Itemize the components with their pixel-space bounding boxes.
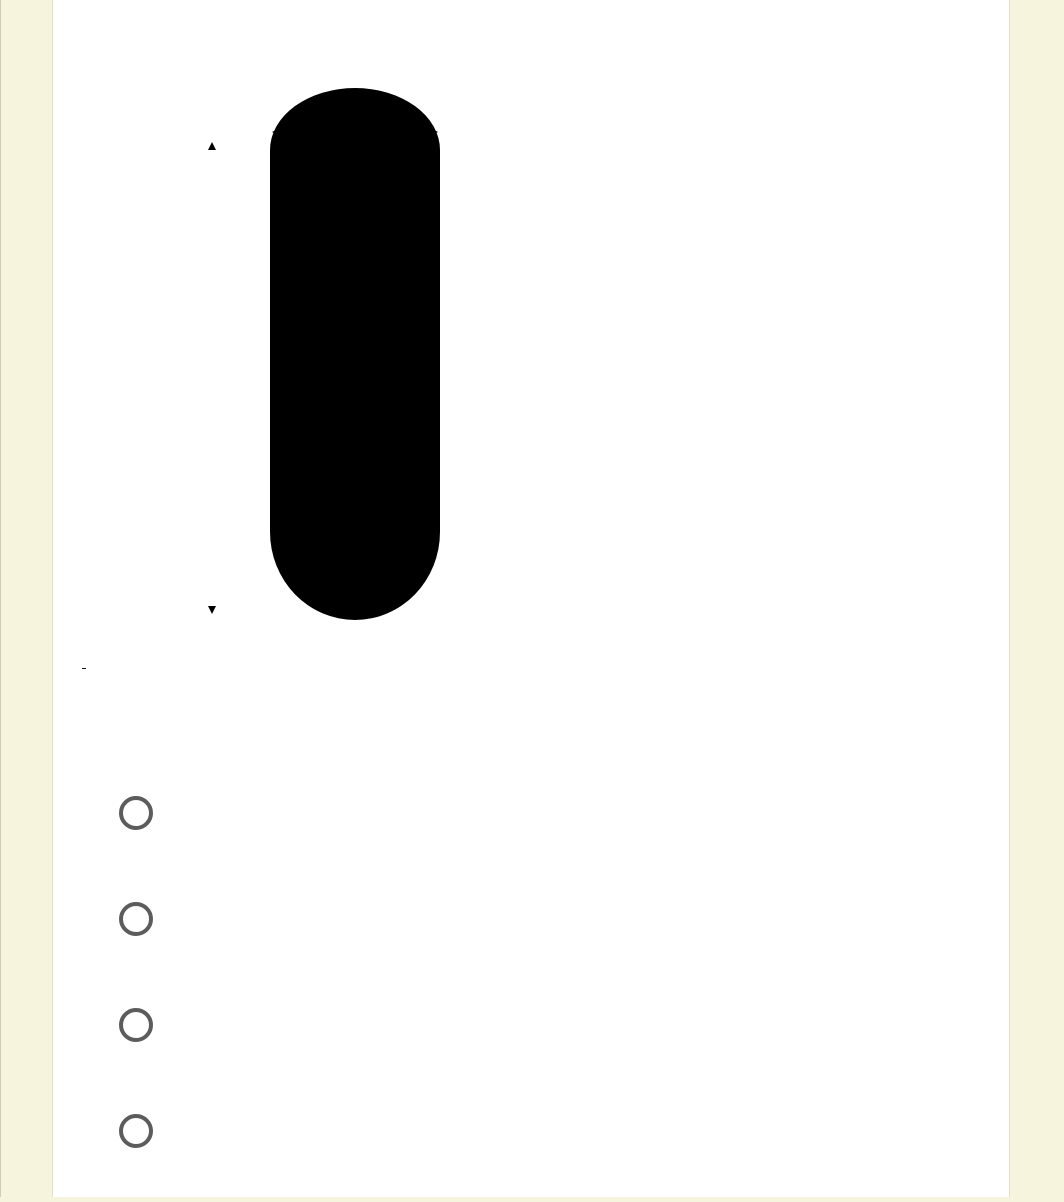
problem-text — [78, 650, 928, 686]
height-arrow — [208, 142, 216, 614]
radio-button-icon[interactable] — [119, 796, 153, 830]
cylinder-figure — [88, 62, 448, 632]
answer-option-d[interactable] — [72, 1096, 672, 1166]
page-edge — [0, 0, 1, 1197]
answer-option-a[interactable] — [72, 778, 672, 848]
cylinder-body — [270, 150, 440, 620]
answer-option-c[interactable] — [72, 990, 672, 1060]
radio-button-icon[interactable] — [119, 902, 153, 936]
fraction-numerator — [82, 668, 86, 669]
fraction — [82, 668, 86, 669]
radio-button-icon[interactable] — [119, 1114, 153, 1148]
cylinder-top — [270, 88, 440, 212]
radio-button-icon[interactable] — [119, 1008, 153, 1042]
answer-option-b[interactable] — [72, 884, 672, 954]
answer-options — [72, 778, 672, 1202]
cylinder-diagram — [88, 62, 448, 632]
